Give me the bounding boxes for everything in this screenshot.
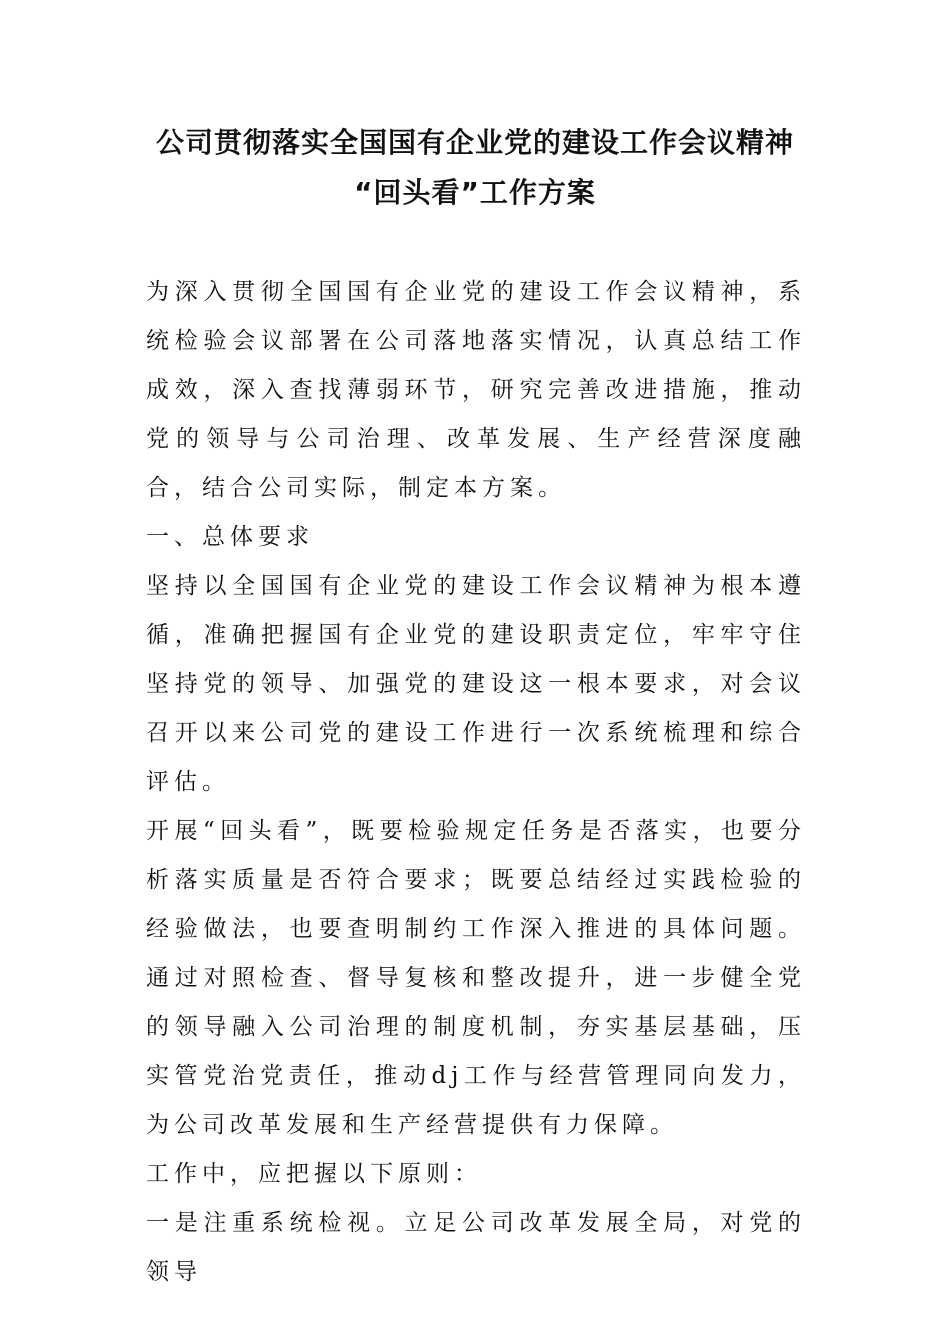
paragraph-intro: 为深入贯彻全国国有企业党的建设工作会议精神，系统检验会议部署在公司落地落实情况，认真总结工作成效，深入查找薄弱环节，研究完善改进措施，推动党的领导与公司治理、改革发展、生产经营深度融合，结合公司实际，制定本方案。 <box>146 279 806 501</box>
paragraph-review-scope: 开展“回头看”，既要检验规定任务是否落实，也要分析落实质量是否符合要求；既要总结经过实践检验的经验做法，也要查明制约工作深入推进的具体问题。通过对照检查、督导复核和整改提升，进一步健全党的领导融入公司治理的制度机制，夯实基层基础，压实管党治党责任，推动dj工作与经营管理同向发力，为公司改革发展和生产经营提供有力保障。 <box>146 818 806 1138</box>
paragraph-principles-lead: 工作中，应把握以下原则： <box>146 1161 482 1187</box>
document-body <box>146 268 806 1297</box>
title-line-1: 公司贯彻落实全国国有企业党的建设工作会议精神 <box>155 126 794 159</box>
section-heading-general-requirements: 一、总体要求 <box>146 524 314 550</box>
title-line-2: “回头看”工作方案 <box>354 176 596 209</box>
paragraph-principle-one: 一是注重系统检视。立足公司改革发展全局，对党的领导 <box>146 1210 806 1285</box>
document-title <box>0 118 950 218</box>
paragraph-guiding-principle: 坚持以全国国有企业党的建设工作会议精神为根本遵循，准确把握国有企业党的建设职责定位，牢牢守住坚持党的领导、加强党的建设这一根本要求，对会议召开以来公司党的建设工作进行一次系统梳理和综合评估。 <box>146 573 806 795</box>
